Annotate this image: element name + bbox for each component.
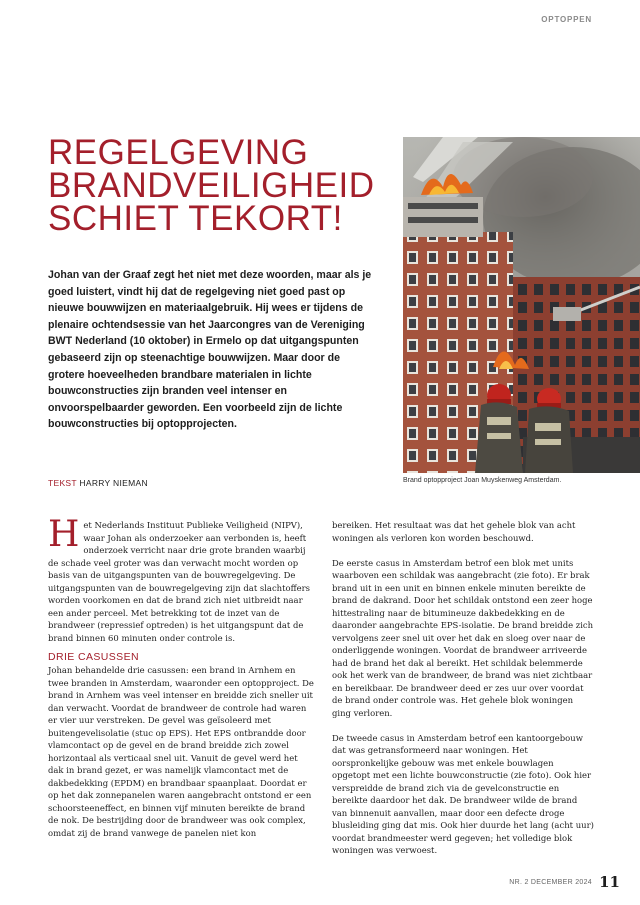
body-text: et Nederlands Instituut Publieke Veiligheid (NIPV), waar Johan als onderzoeker aan verbonden is, heeft onderzoek verricht naar drie grote branden waarbij de schade veel groter was dan verwacht mocht worden op basis van de uitgangspunten van de bouwregelgeving. De uitgangspunten van de bouwregelgeving zijn dat slachtoffers worden voorkomen en dat de brand zich niet uitbreidt naar een ander perceel. Met betrekking tot de inzet van de brandweer (repressief optreden) is het uitgangspunt dat de brand binnen 60 minuten onder controle is. bbox=[48, 520, 310, 643]
body-paragraph: Johan behandelde drie casussen: een brand in Arnhem en twee branden in Amsterdam, waaronder een optopproject. De brand in Arnhem was veel intenser en breidde zich sneller uit dan verwacht. Voordat de brandweer de controle had waren er vier uur verstreken. De gevel was geïsoleerd met buitengevelisolatie (stuc op EPS). Het EPS ontbrandde door vlamcontact op de gevel en de brand breidde zich zowel horizontaal als verticaal snel uit. Vanuit de gevel werd het dak in brand gezet, er was namelijk vlamcontact met de dakbedekking (EPDM) en brandbaar spaanplaat. Doordat er op het dak zonnepanelen waren aangebracht ontstond er een schoorsteeneffect, en binnen vijf minuten bereikte de brand de nok. De bestrijding door de brandweer was ook complex, omdat zij de brand vanwege de panelen niet kon bbox=[48, 665, 314, 838]
byline bbox=[48, 478, 148, 488]
issue-label: NR. 2 DECEMBER 2024 bbox=[509, 879, 592, 886]
body-paragraph bbox=[48, 514, 314, 644]
subheading: DRIE CASUSSEN bbox=[48, 651, 139, 663]
body-paragraph: bereiken. Het resultaat was dat het gehele blok van acht woningen als verloren kon worden beschouwd. bbox=[332, 520, 576, 543]
section-label: OPTOPPEN bbox=[541, 15, 592, 24]
photo-caption: Brand optopproject Joan Muyskenweg Amsterdam. bbox=[403, 477, 562, 484]
fire-photo bbox=[403, 137, 640, 473]
body-column-right bbox=[332, 519, 594, 869]
drop-cap: H bbox=[48, 514, 80, 555]
body-paragraph: De tweede casus in Amsterdam betrof een kantoorgebouw dat was getransformeerd naar woningen. Het oorspronkelijke gebouw was met enkele bouwlagen opgetopt met een lichte bouwconstructie (zie foto). Ook hier verspreidde de brand zich via de gevelconstructie en bereikte daardoor het dak. De brandweer wilde de brand van binnenuit aanvallen, maar door een defecte droge blusleiding ging dat mis. Ook hier duurde het lang (acht uur) voordat brandmeester werd gegeven; het volledige blok woningen was verwoest. bbox=[332, 732, 594, 855]
headline-line: REGELGEVING bbox=[48, 133, 309, 172]
body-paragraph: De eerste casus in Amsterdam betrof een blok met units waarboven een schildak was aangebracht (zie foto). Er brak brand uit in een unit en binnen enkele minuten bereikte de brand de dakrand. Door het schildak ontstond een zeer hoge hittestraling naar de bitumineuze dakbedekking en de daaronder aangebrachte EPS-isolatie. De brand breidde zich vervolgens zeer snel uit over het dak en sloeg over naar de onderliggende woningen. Voordat de brandweer arriveerde had de brand het dak al bereikt. Het schildak belemmerde ook het werk van de brandweer, de brand was niet zichtbaar en bereikbaar. De brandweer deed er zes uur over voordat de brand onder controle was. Het gehele blok woningen ging verloren. bbox=[332, 557, 594, 718]
intro-paragraph: Johan van der Graaf zegt het niet met deze woorden, maar als je goed luistert, vindt hij dat de regelgeving niet goed past op nieuwe bouwwijzen en materiaalgebruik. Hij wees er tijdens de plenaire ochtendsessie van het Jaarcongres van de Vereniging BWT Nederland (10 oktober) in Ermelo op dat uitgangspunten gebaseerd zijn op steenachtige bouwwijzen. Maar door de grotere hoeveelheden brandbare materialen in lichte bouwconstructies zijn branden veel intenser en onvoorspelbaarder geworden. Een voorbeeld zijn de lichte bouwconstructies bij optopprojecten. bbox=[48, 269, 372, 431]
byline-label: TEKST bbox=[48, 478, 77, 488]
headline-line: BRANDVEILIGHEID bbox=[48, 166, 375, 205]
body-column-left bbox=[48, 514, 314, 839]
headline bbox=[48, 133, 393, 238]
byline-author: HARRY NIEMAN bbox=[79, 478, 148, 488]
photo-credit: FOTO: BRANDWEER AMSTERDAM-AMSTELLAND bbox=[397, 282, 404, 472]
page-number: 11 bbox=[599, 873, 620, 891]
headline-line: SCHIET TEKORT! bbox=[48, 199, 343, 238]
